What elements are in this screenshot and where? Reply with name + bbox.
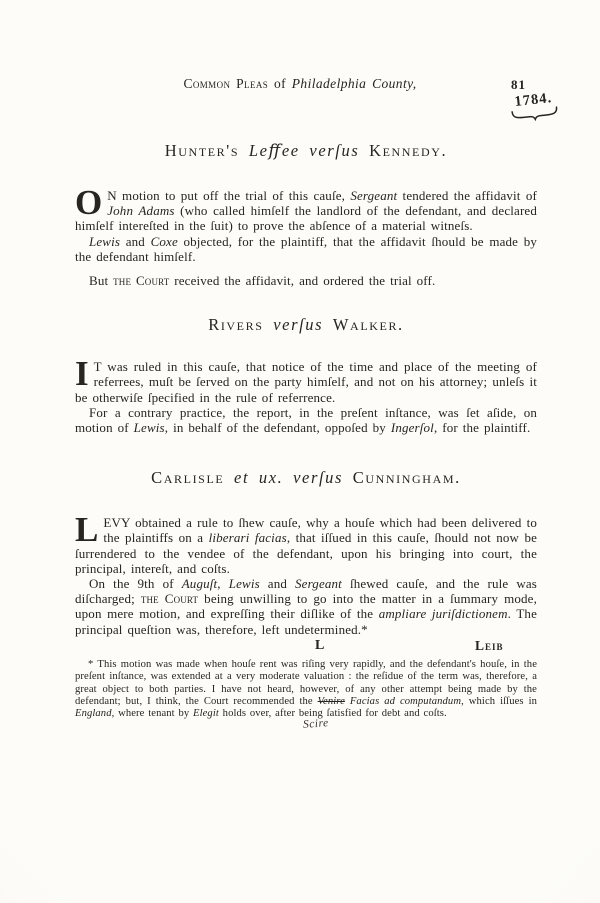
paragraph: For a contrary practice, the report, in the preſent inſtance, was ſet aſide, on motion of Lewis, in behalf of the defendant, oppoſed by Ingerſol, for the plaintiff. [75,404,537,436]
paragraph [75,183,537,234]
case-title-rivers-v-walker: Rivers verſus Walker. [208,315,404,335]
catchword: Leib [475,637,504,653]
year-label: 1784. [513,90,553,110]
footnote-text: * This motion was made when houſe rent was riſing very rapidly, and the defendant's houſe, in the preſent inſtance, was extended at a very moderate valuation : the reſidue of the term was, therefore, a great object to both parties. I have not heard, however, of any other attempt being made by the defendant; but, I think, the Court recommended the Venire Facias ad computandum, which iſſues in England, where tenant by Elegit holds over, after being ſatisfied for debt and coſts. [75,658,538,720]
paragraph-text: EVY obtained a rule to ſhew cauſe, why a houſe which had been delivered to the plaintiffs on a liberari facias, that iſſued in this cauſe, ſhould not now be ſurrendered to the vendee of the defendant, upon his bringing into court, the principal, intereſt, and coſts. [75,515,538,576]
paragraph [75,510,538,576]
footnote [75,658,538,731]
year-block [501,89,568,125]
page-number: 81 [511,77,526,92]
paragraph [75,354,537,405]
dropcap-initial: O [75,183,103,222]
case-title-hunter-v-kennedy: Hunter's Leﬀee verſus Kennedy. [164,141,448,160]
paragraph: On the 9th of Auguſt, Lewis and Sergeant ſhewed cauſe, and the rule was diſcharged; the Court being unwilling to go into the matter in a ſummary mode, upon mere motion, and expreſſing their diſlike of the ampliare juriſdictionem. The principal queſtion was, therefore, left undetermined.* [75,576,537,637]
paragraph: Lewis and Coxe objected, for the plaintiff, that the affidavit ſhould be made by the defendant himſelf. [75,233,537,264]
paragraph-text: N motion to put off the trial of this cauſe, Sergeant tendered the affidavit of John Adams (who called himſelf the landlord of the defendant, and declared himſelf intereſted in the ſuit) to prove the abſence of a material witneſs. [75,188,537,234]
gathering-signature-mark: L [315,637,325,653]
dropcap-initial: L [75,510,99,550]
signature-row [75,638,537,653]
paragraph: But the Court received the affidavit, and ordered the trial off. [89,273,436,289]
running-title: Common Pleas of Philadelphia County, [183,76,417,91]
case-title-carlisle-v-cunningham: Carlisle et ux. verſus Cunningham. [151,468,461,488]
dropcap-initial: I [75,354,89,394]
paragraph-text: T was ruled in this cauſe, that notice of the time and place of the meeting of referrees, muſt be ſerved on the party himſelf, and not on his attorney; unleſs it be otherwiſe ſpecified in the rule of referrence. [75,359,537,405]
text-column [75,141,538,731]
running-head [0,76,600,92]
handwritten-annotation: Scire [302,716,330,731]
